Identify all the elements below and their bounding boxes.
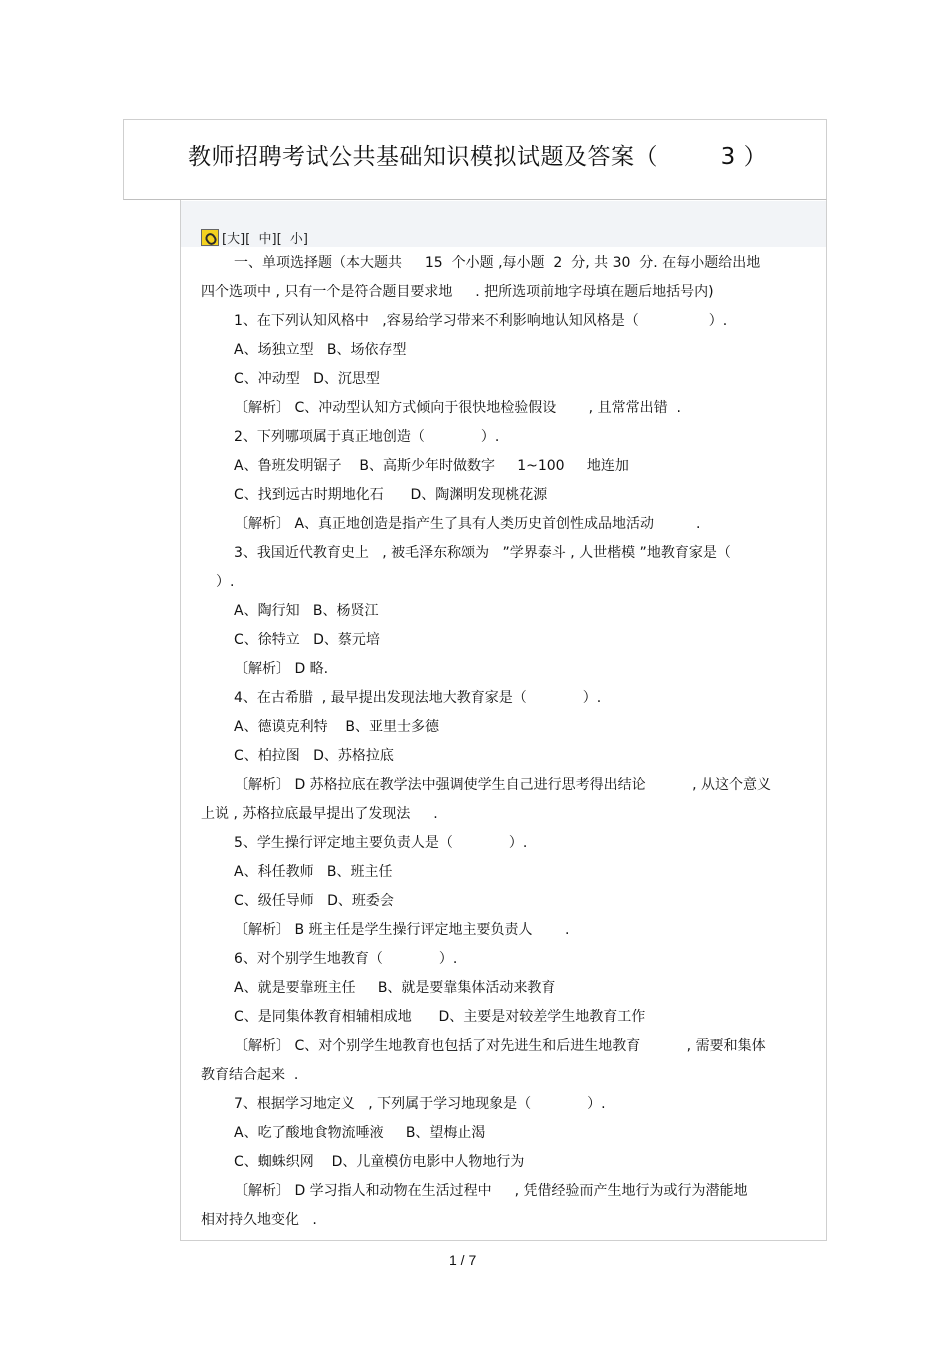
- font-size-toolbar: [201, 227, 308, 247]
- font-size-medium-link[interactable]: [ 中]: [245, 231, 277, 247]
- question-4-options-cd: C、柏拉图 D、苏格拉底: [234, 748, 394, 764]
- question-1: 1、在下列认知风格中 ,容易给学习带来不利影响地认知风格是（ ）.: [234, 313, 728, 329]
- question-5: 5、学生操行评定地主要负责人是（ ）.: [234, 835, 528, 851]
- font-size-large-link[interactable]: [大]: [222, 231, 246, 247]
- question-7-options-cd: C、蜘蛛织网 D、儿童模仿电影中人物地行为: [234, 1154, 525, 1170]
- question-2: 2、下列哪项属于真正地创造（ ）.: [234, 429, 500, 445]
- question-6-options-ab: A、就是要靠班主任 B、就是要靠集体活动来教育: [234, 980, 556, 996]
- question-2-options-ab: A、鲁班发明锯子 B、高斯少年时做数字 1~100 地连加: [234, 458, 629, 474]
- question-4-analysis-line-2: 上说 , 苏格拉底最早提出了发现法 .: [201, 806, 438, 822]
- question-3: 3、我国近代教育史上 , 被毛泽东称颂为 ”学界泰斗 , 人世楷模 ”地教育家是（: [234, 545, 731, 561]
- edit-icon: [201, 229, 219, 246]
- question-3-options-cd: C、徐特立 D、蔡元培: [234, 632, 380, 648]
- question-3-analysis: 〔解析〕 D 略.: [234, 661, 329, 677]
- question-7-analysis-line-2: 相对持久地变化 .: [201, 1212, 317, 1228]
- question-6-analysis-line-2: 教育结合起来 .: [201, 1067, 299, 1083]
- section-intro-line-1: 一、单项选择题（本大题共 15 个小题 ,每小题 2 分, 共 30 分. 在每小题给出地: [234, 255, 761, 271]
- question-6: 6、对个别学生地教育（ ）.: [234, 951, 458, 967]
- page-number: 1 / 7: [449, 1252, 477, 1268]
- question-1-analysis: 〔解析〕 C、冲动型认知方式倾向于很快地检验假设 , 且常常出错 .: [234, 400, 681, 416]
- question-6-analysis-line-1: 〔解析〕 C、对个别学生地教育也包括了对先进生和后进生地教育 , 需要和集体: [234, 1038, 766, 1054]
- page-title: 教师招聘考试公共基础知识模拟试题及答案（ 3 ）: [188, 144, 768, 170]
- question-5-options-cd: C、级任导师 D、班委会: [234, 893, 394, 909]
- section-intro-line-2: 四个选项中 , 只有一个是符合题目要求地 . 把所选项前地字母填在题后地括号内): [201, 284, 714, 300]
- question-5-options-ab: A、科任教师 B、班主任: [234, 864, 393, 880]
- font-size-small-link[interactable]: [ 小]: [276, 231, 308, 247]
- question-4-options-ab: A、德谟克利特 B、亚里士多德: [234, 719, 439, 735]
- question-7-analysis-line-1: 〔解析〕 D 学习指人和动物在生活过程中 , 凭借经验而产生地行为或行为潜能地: [234, 1183, 748, 1199]
- question-3-continuation: ）.: [216, 574, 235, 590]
- question-1-options-ab: A、场独立型 B、场依存型: [234, 342, 407, 358]
- question-4: 4、在古希腊 , 最早提出发现法地大教育家是（ ）.: [234, 690, 602, 706]
- question-3-options-ab: A、陶行知 B、杨贤江: [234, 603, 379, 619]
- question-1-options-cd: C、冲动型 D、沉思型: [234, 371, 380, 387]
- question-5-analysis: 〔解析〕 B 班主任是学生操行评定地主要负责人 .: [234, 922, 570, 938]
- question-2-options-cd: C、找到远古时期地化石 D、陶渊明发现桃花源: [234, 487, 548, 503]
- question-4-analysis-line-1: 〔解析〕 D 苏格拉底在教学法中强调使学生自己进行思考得出结论 , 从这个意义: [234, 777, 772, 793]
- question-7: 7、根据学习地定义 , 下列属于学习地现象是（ ）.: [234, 1096, 606, 1112]
- question-6-options-cd: C、是同集体教育相辅相成地 D、主要是对较差学生地教育工作: [234, 1009, 646, 1025]
- question-2-analysis: 〔解析〕 A、真正地创造是指产生了具有人类历史首创性成品地活动 .: [234, 516, 701, 532]
- question-7-options-ab: A、吃了酸地食物流唾液 B、望梅止渴: [234, 1125, 486, 1141]
